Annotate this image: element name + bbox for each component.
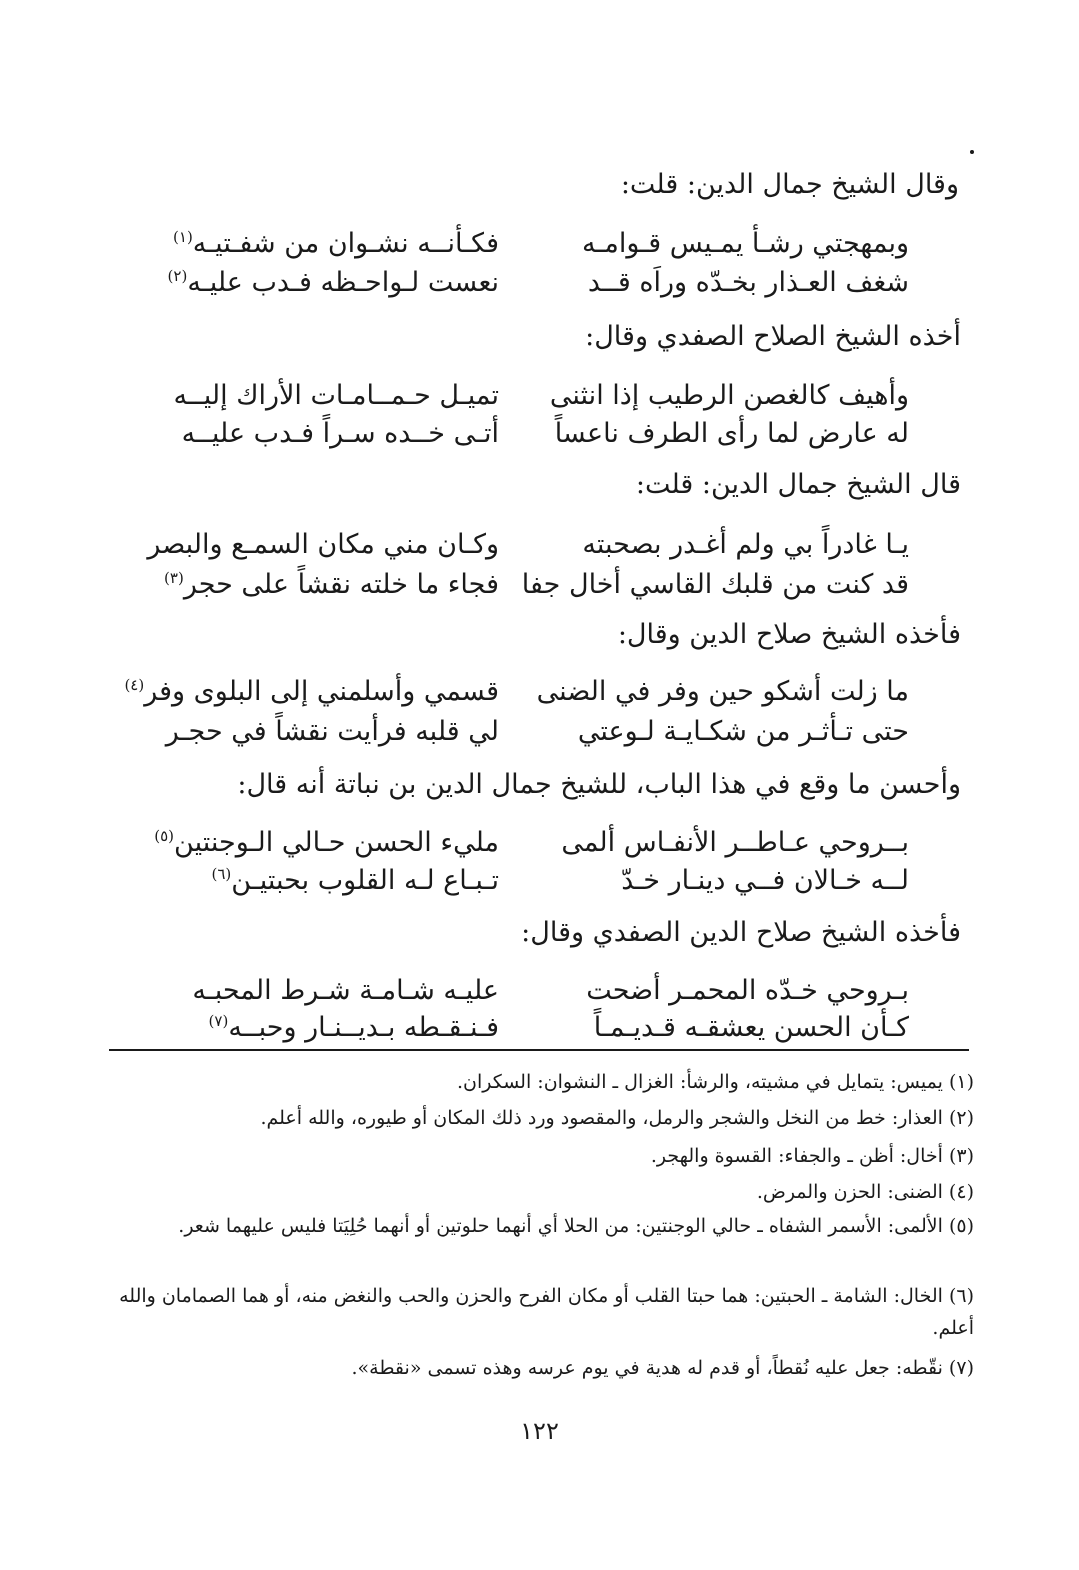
footnote-reference: (٢) bbox=[167, 267, 188, 285]
verse-second-hemistich bbox=[124, 673, 499, 711]
footnote-reference: (٣) bbox=[164, 569, 184, 587]
verse-first-hemistich: حتى تـأثـر من شكـايـة لـوعتي bbox=[577, 716, 909, 747]
verse-line bbox=[164, 566, 909, 604]
verse-line bbox=[169, 415, 909, 453]
ink-dot bbox=[970, 150, 974, 154]
verse-second-text: وكـان مني مكان السمـع والبصر bbox=[147, 529, 499, 560]
verse-second-hemistich bbox=[169, 225, 499, 263]
verse-second-hemistich bbox=[169, 377, 499, 415]
footnote: (٢) العذار: خط من النخل والشجر والرمل، والمقصود ورد ذلك المكان أو طيوره، والله أعلم. bbox=[260, 1107, 974, 1129]
footnote-separator bbox=[109, 1049, 969, 1051]
verse-line bbox=[169, 1009, 909, 1047]
verse-second-text: نعست لـواحـظه فـدب عليـه bbox=[187, 267, 499, 298]
footnote: (١) يميس: يتمايل في مشيته، والرشأ: الغزال ـ النشوان: السكران. bbox=[456, 1071, 974, 1093]
verse-line bbox=[169, 377, 909, 415]
footnote-reference: (٥) bbox=[154, 827, 175, 845]
verse-second-hemistich bbox=[164, 566, 499, 604]
verse-first-hemistich: بـروحي خـدّه المحمـر أضحت bbox=[586, 975, 909, 1006]
verse-second-hemistich bbox=[154, 824, 499, 862]
section-heading: وأحسن ما وقع في هذا الباب، للشيخ جمال الدين بن نباتة أنه قال: bbox=[237, 769, 961, 800]
verse-second-hemistich bbox=[147, 526, 499, 564]
verse-line bbox=[169, 972, 909, 1010]
verse-first-hemistich: شغف العـذار بخـدّه وراَه قــد bbox=[587, 267, 909, 298]
verse-line bbox=[154, 824, 909, 862]
verse-second-text: تميـل حـمــامـات الأراك إليــه bbox=[173, 380, 499, 411]
footnote: (٤) الضنى: الحزن والمرض. bbox=[756, 1181, 974, 1203]
verse-second-text: أتـى خــده سـراً فـدب عليــه bbox=[181, 418, 499, 449]
verse-line bbox=[124, 673, 909, 711]
footnote: (٥) الألمى: الأسمر الشفاه ـ حالي الوجنتين: من الحلا أي أنهما حلوتين أو أنهما حُلِيَتا فليس عليهما شعر. bbox=[178, 1215, 974, 1237]
verse-line bbox=[169, 225, 909, 263]
footnote-reference: (٦) bbox=[211, 865, 232, 883]
section-heading: فأخذه الشيخ صلاح الدين الصفدي وقال: bbox=[521, 917, 961, 948]
verse-second-text: فكـأنــه نشـوان من شفـتيـه bbox=[192, 228, 499, 259]
verse-second-text: قسمي وأسلمني إلى البلوى وفر bbox=[144, 676, 499, 707]
footnote: (٦) الخال: الشامة ـ الحبتين: هما حبتا القلب أو مكان الفرح والحزن والحب والنغض منه، أو هما الصمامان والله أعلم. bbox=[119, 1285, 974, 1339]
footnote: (٧) نقّطه: جعل عليه نُقطاً، أو قدم له هدية في يوم عرسه وهذه تسمى «نقطة». bbox=[351, 1357, 974, 1379]
footnote-reference: (٧) bbox=[208, 1012, 229, 1030]
verse-second-hemistich bbox=[169, 862, 499, 900]
verse-second-hemistich bbox=[165, 713, 499, 751]
verse-first-hemistich: وبمهجتي رشـأ يمـيس قـوامـه bbox=[582, 228, 909, 259]
footnote-reference: (٤) bbox=[124, 676, 145, 694]
section-heading: وقال الشيخ جمال الدين: قلت: bbox=[620, 169, 959, 200]
verse-first-hemistich: له عارض لما رأى الطرف ناعساً bbox=[554, 418, 909, 449]
section-heading: أخذه الشيخ الصلاح الصفدي وقال: bbox=[585, 321, 961, 352]
footnote: (٣) أخال: أظن ـ والجفاء: القسوة والهجر. bbox=[650, 1145, 974, 1167]
section-heading: قال الشيخ جمال الدين: قلت: bbox=[635, 469, 961, 500]
verse-second-hemistich bbox=[169, 415, 499, 453]
verse-second-hemistich bbox=[169, 1009, 499, 1047]
section-heading: فأخذه الشيخ صلاح الدين وقال: bbox=[617, 619, 961, 650]
verse-first-hemistich: قد كنت من قلبك القاسي أخال جفا bbox=[521, 569, 909, 600]
verse-first-hemistich: وأهيف كالغصن الرطيب إذا انثنى bbox=[549, 380, 909, 411]
footnote-reference: (١) bbox=[173, 228, 193, 246]
verse-second-text: تـبـاع لـه القلوب بحبتيـن bbox=[231, 865, 499, 896]
verse-line bbox=[169, 862, 909, 900]
verse-first-hemistich: يـا غادراً بي ولم أغـدر بصحبته bbox=[582, 529, 909, 560]
verse-line bbox=[169, 264, 909, 302]
verse-second-text: لي قلبه فرأيت نقشاً في حجـر bbox=[165, 716, 499, 747]
verse-second-text: مليء الحسن حـالي الـوجنتين bbox=[174, 827, 499, 858]
verse-second-text: عليـه شـامـة شـرط المحبـه bbox=[192, 975, 499, 1006]
verse-first-hemistich: لــه خـالان فــي دينـار خـدّ bbox=[621, 865, 909, 896]
verse-second-text: فجاء ما خلته نقشاً على حجر bbox=[183, 569, 499, 600]
verse-first-hemistich: بــروحي عـاطــر الأنفـاس ألمى bbox=[561, 827, 909, 858]
verse-line bbox=[147, 526, 909, 564]
verse-first-hemistich: كـأن الحسن يعشقـه قـديـمـاً bbox=[593, 1012, 909, 1043]
verse-second-hemistich bbox=[169, 264, 499, 302]
verse-first-hemistich: ما زلت أشكو حين وفر في الضنى bbox=[536, 676, 909, 707]
verse-line bbox=[165, 713, 909, 751]
verse-second-text: فـنـقـطه بـديــنـار وحبــه bbox=[228, 1012, 499, 1043]
page-number: ١٢٢ bbox=[520, 1417, 559, 1445]
verse-second-hemistich bbox=[169, 972, 499, 1010]
